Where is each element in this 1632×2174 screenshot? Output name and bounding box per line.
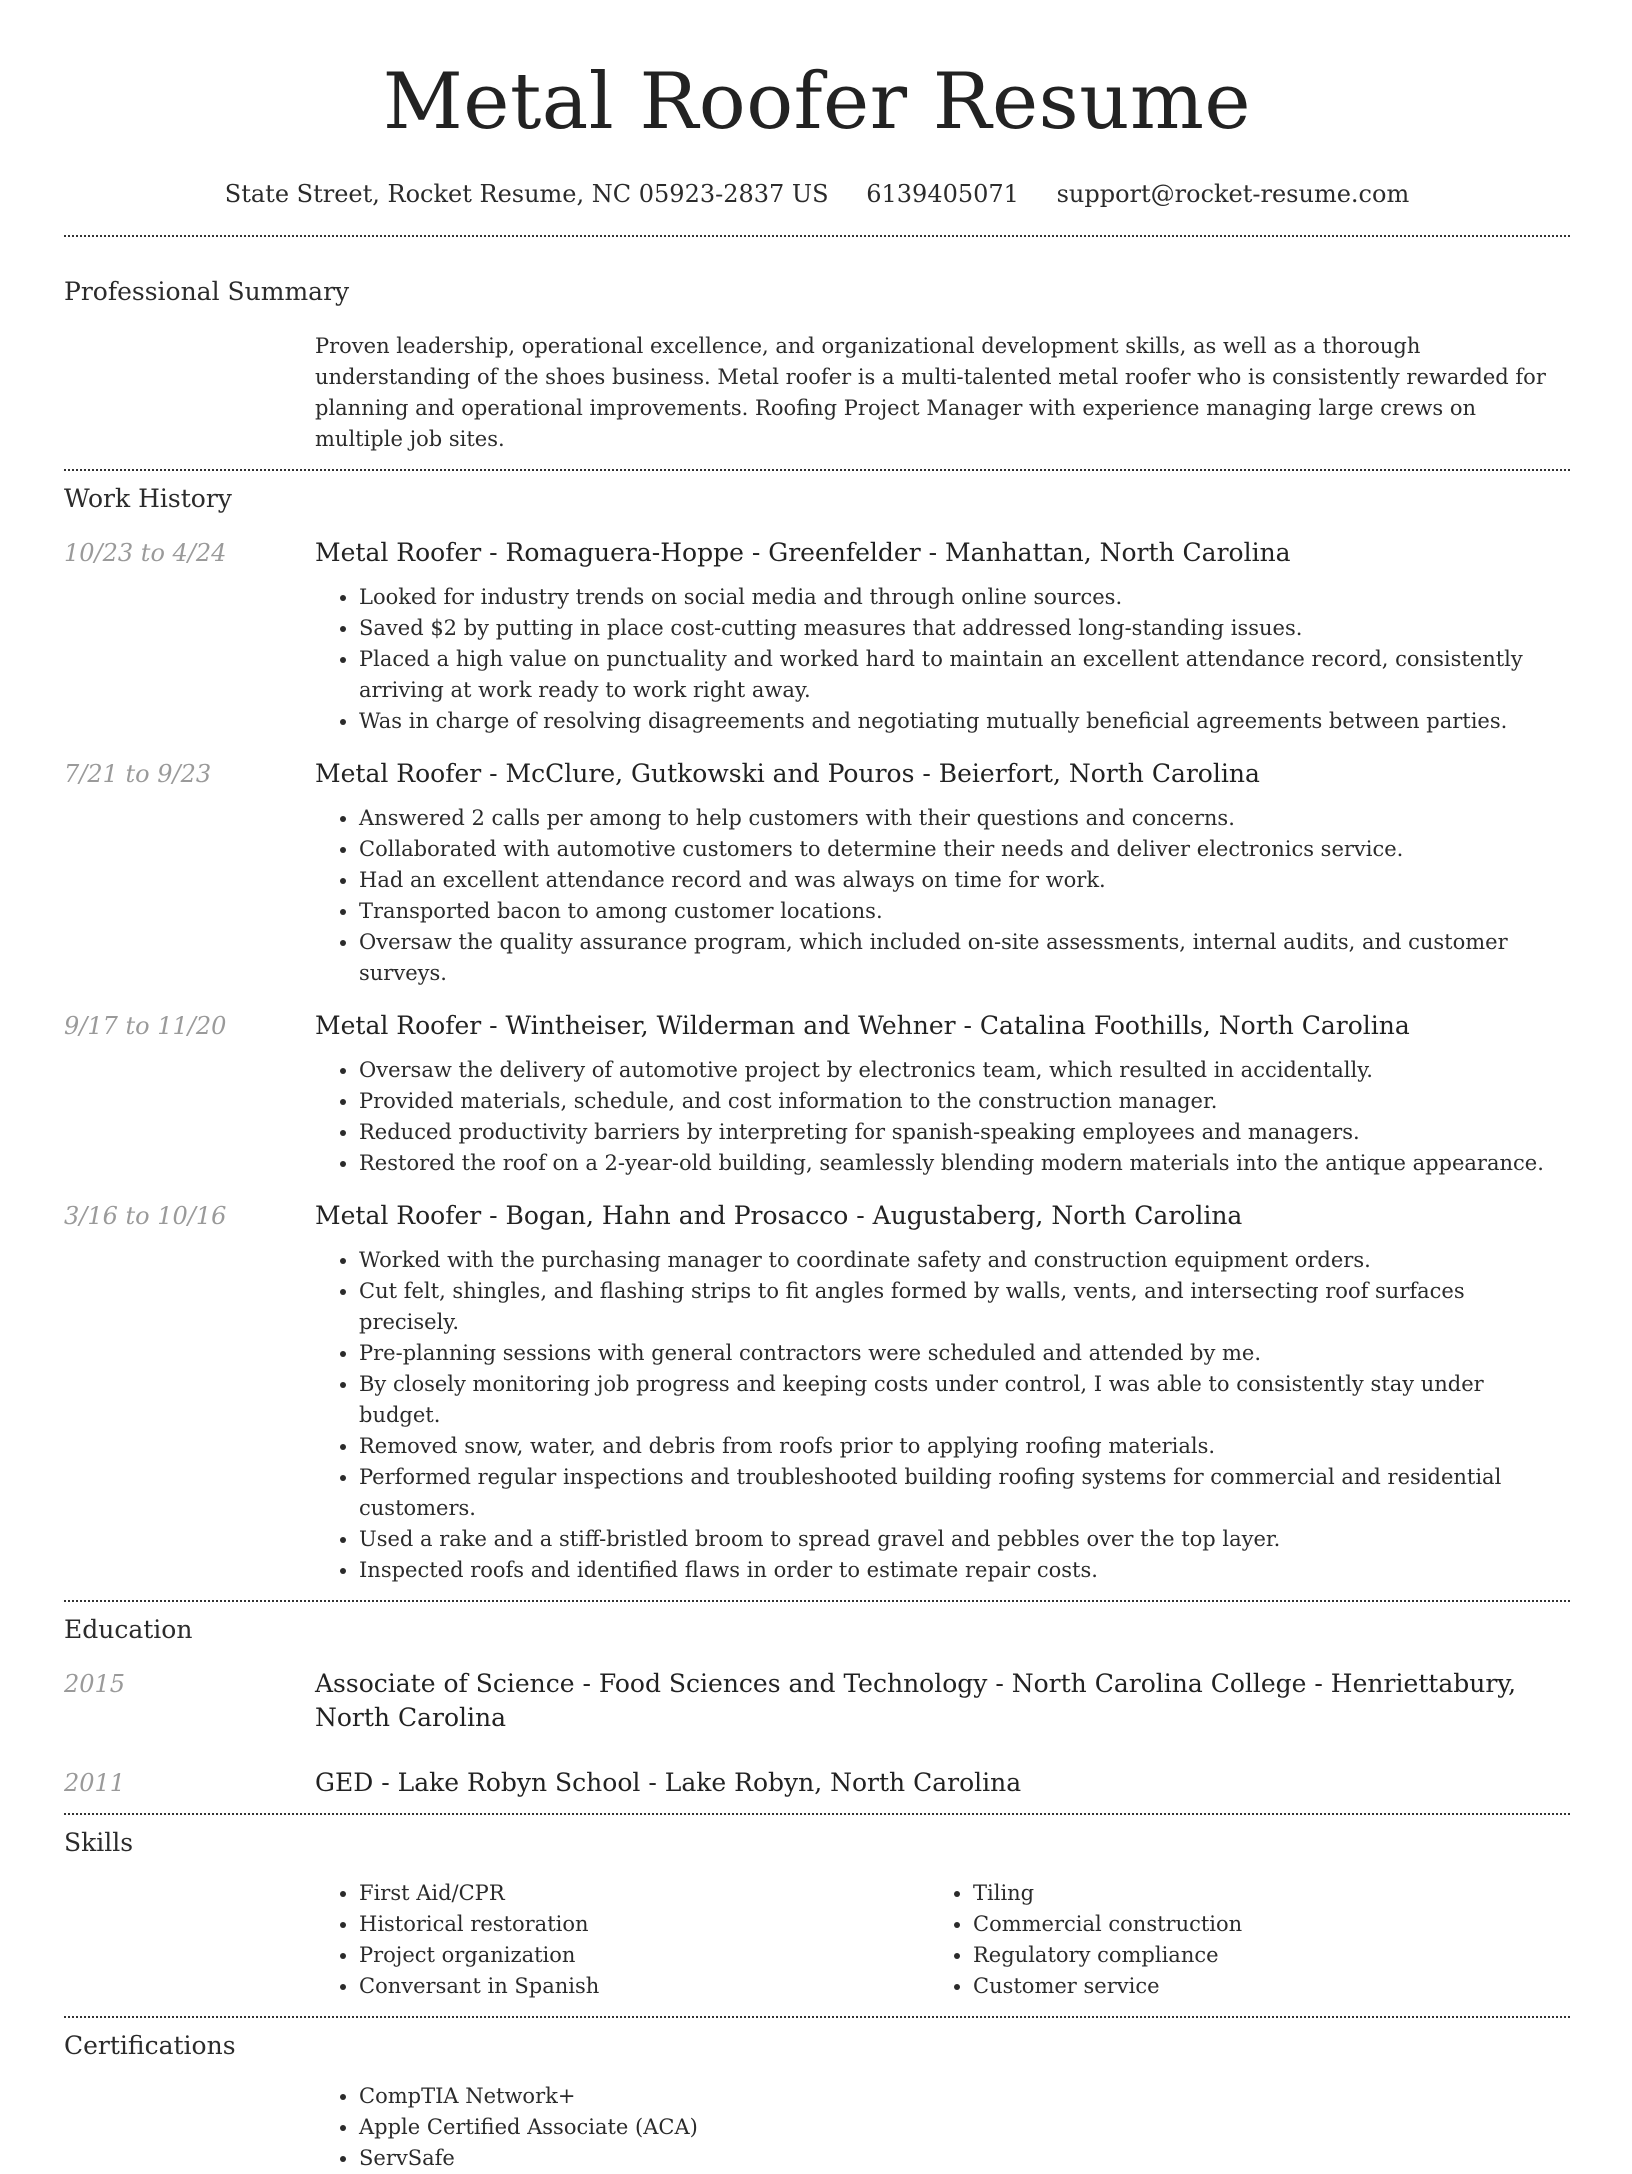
job-details [315,757,1570,989]
education-title: GED - Lake Robyn School - Lake Robyn, North Carolina [315,1768,1022,1797]
certifications-list [315,2081,1570,2174]
skill-item: • Customer service [973,1971,1543,2002]
skill-item: • Historical restoration [359,1909,929,1940]
skill-item: • Commercial construction [973,1909,1543,1940]
job-bullet: • Pre-planning sessions with general contractors were scheduled and attended by me. [359,1338,1570,1369]
job-bullet: • Looked for industry trends on social media and through online sources. [359,582,1570,613]
job-bullet: • Provided materials, schedule, and cost information to the construction manager. [359,1086,1570,1117]
job-bullet: • Reduced productivity barriers by interpreting for spanish-speaking employees and managers. [359,1117,1570,1148]
job-entry [64,757,1570,989]
job-bullet: • Collaborated with automotive customers to determine their needs and deliver electronics service. [359,834,1570,865]
skills-grid [315,1878,1570,2002]
education-entry [64,1667,1570,1735]
divider-header [64,235,1570,237]
certs-spacer [64,2081,315,2174]
job-bullet: • By closely monitoring job progress and keeping costs under control, I was able to consistently stay under budget. [359,1369,1570,1431]
section-work-history [64,482,1570,1586]
job-bullets [315,1245,1570,1586]
job-bullets [315,582,1570,737]
skill-item: • First Aid/CPR [359,1878,929,1909]
divider-summary [64,469,1570,471]
job-bullet: • Performed regular inspections and troubleshooted building roofing systems for commercial and residential customers. [359,1462,1570,1524]
certification-item: • CompTIA Network+ [359,2081,1570,2112]
contact-line [64,178,1570,210]
job-dates: 7/21 to 9/23 [64,760,212,788]
education-list [64,1667,1570,1800]
contact-email: support@rocket-resume.com [1056,180,1410,208]
job-details [315,1009,1570,1179]
section-skills [64,1826,1570,2002]
certification-item: • Apple Certified Associate (ACA) [359,2112,1570,2143]
job-bullets [315,1055,1570,1179]
section-title-certifications: Certifications [64,2031,236,2060]
skill-item: • Conversant in Spanish [359,1971,929,2002]
certs-column [315,2081,1570,2174]
job-title: Metal Roofer - McClure, Gutkowski and Pouros - Beierfort, North Carolina [315,759,1260,788]
job-title: Metal Roofer - Bogan, Hahn and Prosacco - Augustaberg, North Carolina [315,1201,1243,1230]
job-bullet: • Removed snow, water, and debris from roofs prior to applying roofing materials. [359,1431,1570,1462]
education-title: Associate of Science - Food Sciences and Technology - North Carolina College - Henriettabury, North Carolina [315,1669,1517,1732]
job-dates: 10/23 to 4/24 [64,539,227,567]
job-bullet: • Inspected roofs and identified flaws in order to estimate repair costs. [359,1555,1570,1586]
section-education [64,1613,1570,1800]
section-summary [64,275,1570,455]
job-bullet: • Saved $2 by putting in place cost-cutting measures that addressed long-standing issues. [359,613,1570,644]
resume-title: Metal Roofer Resume [382,57,1252,147]
contact-address: State Street, Rocket Resume, NC 05923-2837 US [224,180,829,208]
job-bullet: • Had an excellent attendance record and was always on time for work. [359,865,1570,896]
section-title-education: Education [64,1615,193,1644]
divider-work [64,1600,1570,1602]
job-bullet: • Oversaw the quality assurance program, which included on-site assessments, internal audits, and customer surveys. [359,927,1570,989]
job-entry [64,1199,1570,1586]
job-entry [64,536,1570,737]
section-title-work: Work History [64,484,232,513]
skills-spacer [64,1878,315,2002]
skills-list-right [929,1878,1543,2002]
jobs-list [64,536,1570,1586]
summary-spacer [64,331,315,455]
skills-list-left [315,1878,929,2002]
job-bullet: • Placed a high value on punctuality and worked hard to maintain an excellent attendance record, consistently arriving at work ready to work right away. [359,644,1570,706]
resume-page [64,0,1570,2174]
job-dates: 9/17 to 11/20 [64,1012,227,1040]
job-bullet: • Restored the roof on a 2-year-old building, seamlessly blending modern materials into the antique appearance. [359,1148,1570,1179]
job-bullet: • Used a rake and a stiff-bristled broom to spread gravel and pebbles over the top layer. [359,1524,1570,1555]
job-details [315,1199,1570,1586]
education-year: 2015 [64,1670,126,1698]
job-bullet: • Worked with the purchasing manager to coordinate safety and construction equipment orders. [359,1245,1570,1276]
job-bullet: • Answered 2 calls per among to help customers with their questions and concerns. [359,803,1570,834]
summary-text: Proven leadership, operational excellence, and organizational development skills, as well as a thorough understanding of the shoes business. Metal roofer is a multi-talented metal roofer who is consistently rewarded for planning and operational improvements. Roofing Project Manager with experience managing large crews on multiple job sites. [315,334,1546,451]
skill-item: • Tiling [973,1878,1543,1909]
section-title-skills: Skills [64,1828,134,1857]
skill-item: • Project organization [359,1940,929,1971]
job-title: Metal Roofer - Romaguera-Hoppe - Greenfelder - Manhattan, North Carolina [315,538,1291,567]
section-title-summary: Professional Summary [64,277,350,306]
job-bullet: • Was in charge of resolving disagreements and negotiating mutually beneficial agreements between parties. [359,706,1570,737]
divider-skills [64,2016,1570,2018]
contact-phone: 6139405071 [866,180,1019,208]
job-bullet: • Transported bacon to among customer locations. [359,896,1570,927]
section-certifications [64,2029,1570,2174]
education-year: 2011 [64,1769,126,1797]
education-entry [64,1766,1570,1800]
job-bullet: • Oversaw the delivery of automotive project by electronics team, which resulted in accidentally. [359,1055,1570,1086]
job-entry [64,1009,1570,1179]
job-dates: 3/16 to 10/16 [64,1202,227,1230]
job-title: Metal Roofer - Wintheiser, Wilderman and Wehner - Catalina Foothills, North Carolina [315,1011,1410,1040]
skill-item: • Regulatory compliance [973,1940,1543,1971]
certification-item: • ServSafe [359,2143,1570,2174]
divider-education [64,1813,1570,1815]
job-details [315,536,1570,737]
job-bullet: • Cut felt, shingles, and flashing strips to fit angles formed by walls, vents, and intersecting roof surfaces precisely. [359,1276,1570,1338]
job-bullets [315,803,1570,989]
